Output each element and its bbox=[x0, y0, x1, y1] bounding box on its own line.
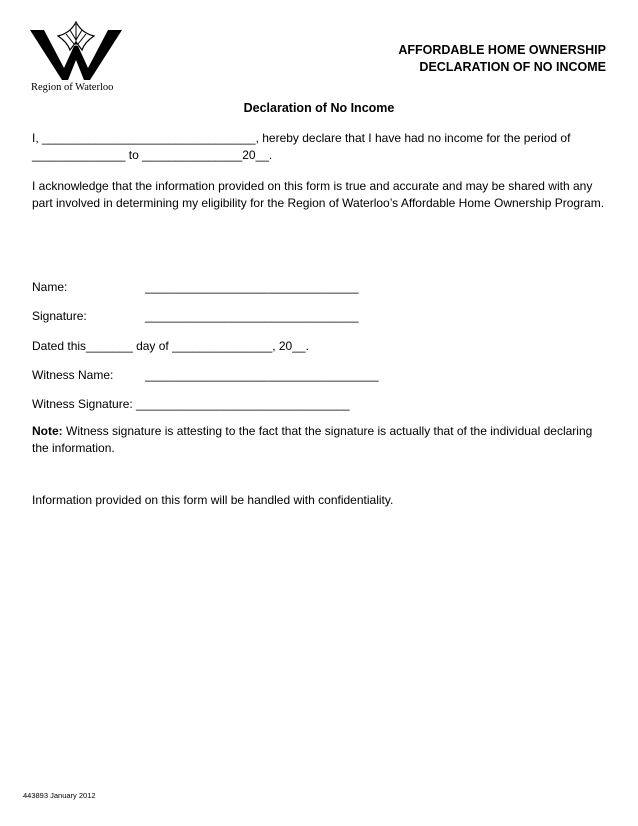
header-line-2: DECLARATION OF NO INCOME bbox=[419, 60, 606, 74]
note-label: Note: bbox=[32, 424, 63, 438]
signature-field[interactable]: ________________________________ bbox=[145, 309, 359, 323]
dated-field[interactable]: Dated this_______ day of _______________, 20__. bbox=[32, 339, 309, 353]
name-label: Name: bbox=[32, 280, 68, 294]
form-header bbox=[398, 42, 606, 76]
name-field[interactable]: ________________________________ bbox=[145, 280, 359, 294]
witness-signature-field[interactable]: Witness Signature: ________________________________ bbox=[32, 397, 350, 411]
region-logo bbox=[28, 16, 128, 94]
document-title: Declaration of No Income bbox=[243, 101, 395, 115]
footer-doc-id: 443893 January 2012 bbox=[23, 791, 96, 800]
header-line-1: AFFORDABLE HOME OWNERSHIP bbox=[398, 43, 606, 57]
witness-name-label: Witness Name: bbox=[32, 368, 114, 382]
declaration-line-2: ______________ to _______________20__. bbox=[32, 148, 273, 162]
region-of-waterloo-w-icon bbox=[28, 16, 124, 82]
declaration-line-1: I, ________________________________, hereby declare that I have had no income for the period of bbox=[32, 131, 571, 145]
acknowledgement-paragraph: I acknowledge that the information provided on this form is true and accurate and may be shared with any part involved in determining my eligibility for the Region of Waterloo’s Affordable Home Ownership Program. bbox=[32, 179, 605, 210]
witness-name-field[interactable]: ___________________________________ bbox=[145, 368, 379, 382]
org-name: Region of Waterloo bbox=[31, 82, 114, 93]
note-paragraph bbox=[32, 423, 612, 457]
confidentiality-statement: Information provided on this form will be handled with confidentiality. bbox=[32, 493, 394, 507]
declaration-paragraph bbox=[32, 130, 612, 164]
signature-label: Signature: bbox=[32, 309, 87, 323]
note-text: Witness signature is attesting to the fact that the signature is actually that of the individual declaring the information. bbox=[32, 424, 593, 455]
